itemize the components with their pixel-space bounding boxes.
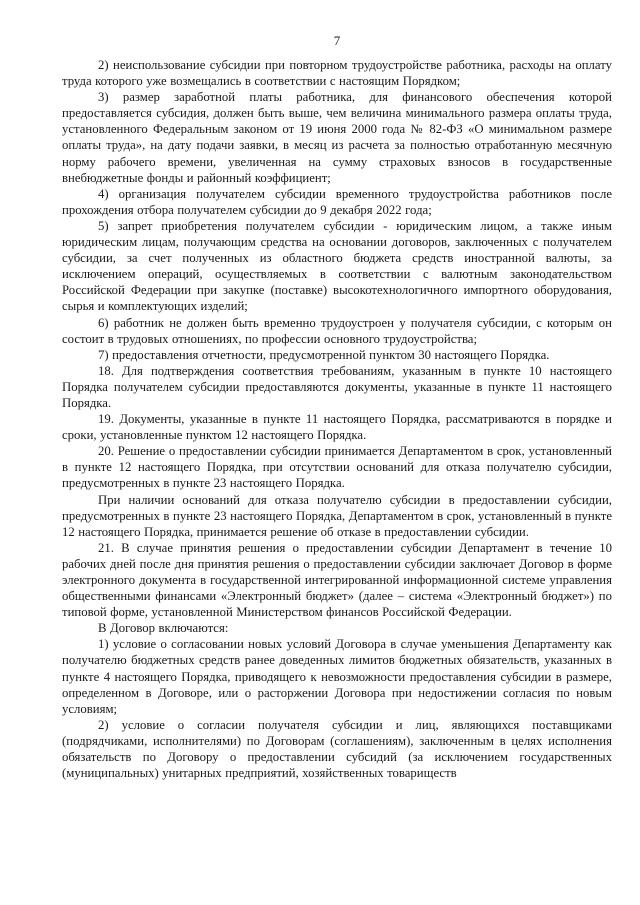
paragraph-item-20: 20. Решение о предоставлении субсидии принимается Департаментом в срок, установленный в пункте 12 настоящего Порядка, при отсутствии оснований для отказа получателю субсидии, предусмотренных в пункте 23 настоящего Порядка. [62, 444, 612, 491]
document-page [62, 0, 612, 905]
paragraph-reporting: 7) предоставления отчетности, предусмотренной пунктом 30 настоящего Порядка. [98, 347, 550, 362]
paragraph-item-18: 18. Для подтверждения соответствия требованиям, указанным в пункте 10 настоящего Порядка получателем субсидии предоставляются документы, указанные в пункте 11 настоящего Порядка. [62, 363, 612, 410]
document-body [62, 57, 612, 781]
paragraph-item-21: 21. В случае принятия решения о предоставлении субсидии Департамент в течение 10 рабочих дней после дня принятия решения о предоставлении субсидии заключает Договор в форме электронного документа в государственной интегрированной информационной системе управления общественными финансами «Электронный бюджет» (далее – система «Электронный бюджет») по типовой форме, установленной Министерством финансов Российской Федерации. [62, 540, 612, 620]
paragraph-refusal-decision: При наличии оснований для отказа получателю субсидии в предоставлении субсидии, предусмотренных в пункте 23 настоящего Порядка, Департаментом в срок, установленный в пункте 12 настоящего Порядка, принимается решение об отказе в предоставлении субсидии. [62, 492, 612, 539]
paragraph-foreign-currency-ban: 5) запрет приобретения получателем субсидии - юридическим лицом, а также иным юридическим лицам, получающим средства на основании договоров, заключенных с получателем субсидии, за счет полученных из областного бюджета средств иностранной валюты, за исключением операций, осуществляемых в соответствии с валютным законодательством Российской Федерации при закупке (поставке) высокотехнологичного импортного оборудования, сырья и комплектующих изделий; [62, 218, 612, 314]
page-number: 7 [333, 33, 341, 48]
paragraph-temporary-employment-deadline: 4) организация получателем субсидии временного трудоустройства работников после прохождения отбора получателем субсидии до 9 декабря 2022 года; [62, 186, 612, 217]
paragraph-minimum-wage-condition: 3) размер заработной платы работника, для финансового обеспечения которой предоставляется субсидия, должен быть выше, чем величина минимального размера оплаты труда, установленного Федеральным законом от 19 июня 2000 года № 82-ФЗ «О минимальном размере оплаты труда», на дату подачи заявки, в месяц из расчета за полностью отработанную месячную норму рабочего времени, увеличенная на сумму страховых взносов в государственные внебюджетные фонды и районный коэффициент; [62, 90, 612, 185]
paragraph-same-employer-restriction: 6) работник не должен быть временно трудоустроен у получателя субсидии, с которым он состоит в трудовых отношениях, по профессии основного трудоустройства; [62, 315, 612, 346]
paragraph-contract-condition-1: 1) условие о согласовании новых условий Договора в случае уменьшения Департаменту как получателю бюджетных средств ранее доведенных лимитов бюджетных обязательств, указанных в пункте 4 настоящего Порядка, приводящего к невозможности предоставления субсидии в размере, определенном в Договоре, или о расторжении Договора при недостижении согласия по новым условиям; [62, 637, 612, 716]
paragraph-subsidy-reuse-condition: 2) неиспользование субсидии при повторном трудоустройстве работника, расходы на оплату труда которого уже возмещались в соответствии с настоящим Порядком; [62, 58, 612, 89]
paragraph-item-19: 19. Документы, указанные в пункте 11 настоящего Порядка, рассматриваются в порядке и сроки, установленные пунктом 12 настоящего Порядка. [62, 412, 612, 443]
paragraph-contract-includes: В Договор включаются: [98, 621, 229, 636]
paragraph-contract-condition-2: 2) условие о согласии получателя субсидии и лиц, являющихся поставщиками (подрядчиками, исполнителями) по Договорам (соглашениям), заключенным в целях исполнения обязательств по Договору о предоставлении субсидий (за исключением государственных (муниципальных) унитарных предприятий, хозяйственных товариществ [62, 717, 612, 781]
page-bottom-edge [62, 895, 612, 905]
